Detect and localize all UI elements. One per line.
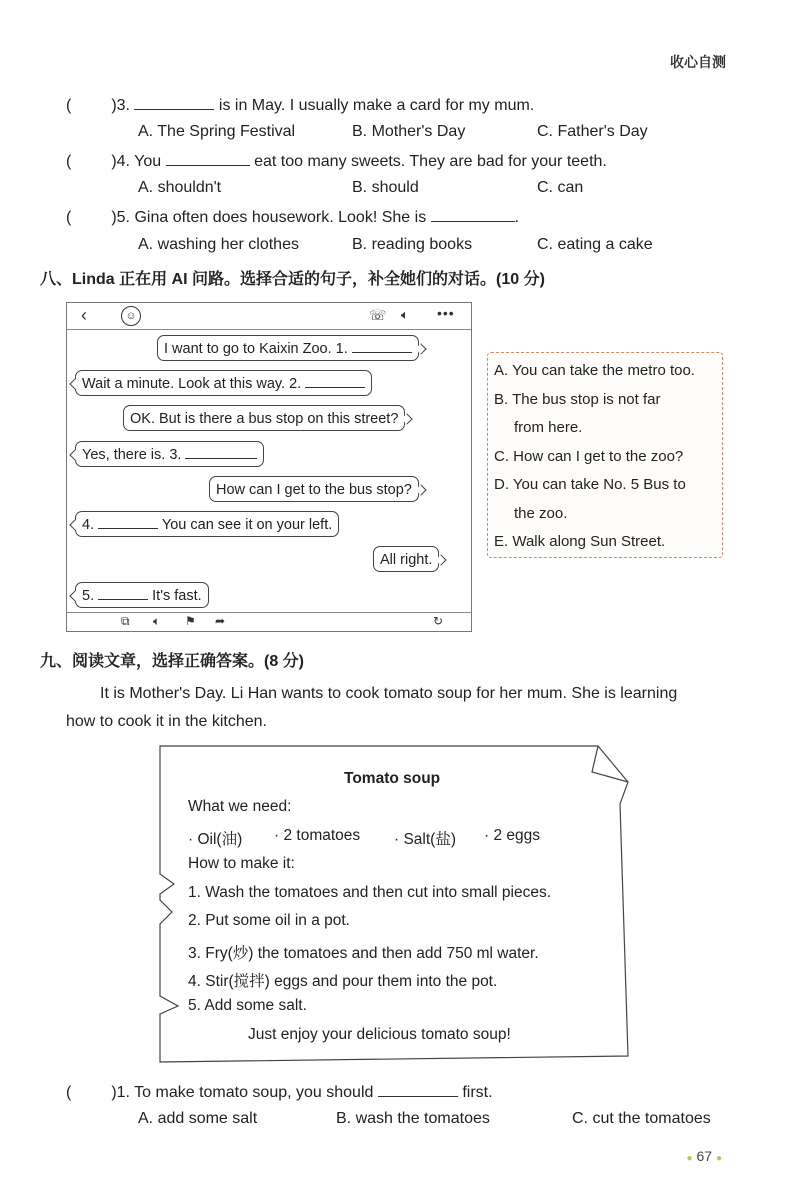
- ingredient-salt: · Salt(盐): [394, 831, 457, 848]
- answer-blank[interactable]: [352, 339, 412, 353]
- question-stem: eat too many sweets. They are bad for your teeth.: [254, 153, 607, 170]
- question-stem: Gina often does housework. Look! She is: [134, 209, 427, 226]
- options-box: [487, 352, 723, 558]
- passage-intro-line-1: It is Mother's Day. Li Han wants to cook tomato soup for her mum. She is learning: [100, 685, 678, 702]
- bubble-text: 5.: [82, 588, 95, 604]
- answer-paren-open: (: [66, 97, 72, 114]
- answer-blank[interactable]: [305, 374, 365, 388]
- question-number: 5.: [116, 209, 130, 226]
- answer-paren-close: ): [111, 209, 117, 226]
- option-a: A. add some salt: [138, 1110, 258, 1127]
- option-b: B. Mother's Day: [352, 123, 466, 140]
- answer-paren-close: ): [111, 97, 117, 114]
- option-a: A. You can take the metro too.: [494, 362, 695, 379]
- recipe-paper-outline: [158, 744, 630, 1064]
- section-8-title: 八、Linda 正在用 AI 问路。选择合适的句子，补全她们的对话。(10 分): [40, 271, 545, 288]
- bubble-text: OK. But is there a bus stop on this street?: [130, 411, 399, 427]
- reading-question-1: [66, 1082, 493, 1102]
- option-c: C. cut the tomatoes: [572, 1110, 711, 1127]
- recipe-need-heading: What we need:: [188, 798, 292, 815]
- recipe-closing: Just enjoy your delicious tomato soup!: [248, 1026, 511, 1043]
- speaker-icon[interactable]: 🔈︎: [401, 307, 409, 322]
- avatar-icon: ☺: [121, 306, 141, 326]
- question-stem: first.: [462, 1084, 493, 1101]
- chat-bubble-2: [75, 370, 372, 396]
- question-3: [66, 95, 534, 115]
- passage-intro-line-2: how to cook it in the kitchen.: [66, 713, 267, 730]
- recipe-step-5: 5. Add some salt.: [188, 997, 307, 1014]
- chat-bubble-4: [75, 441, 264, 467]
- option-d-cont: the zoo.: [514, 505, 568, 522]
- bubble-text: 4.: [82, 517, 95, 533]
- question-number: 1.: [116, 1084, 130, 1101]
- option-e: E. Walk along Sun Street.: [494, 533, 666, 550]
- option-a: A. The Spring Festival: [138, 123, 296, 140]
- decor-dot-icon: ●: [686, 1153, 693, 1164]
- chat-bubble-1: [157, 335, 419, 361]
- answer-blank[interactable]: [185, 445, 257, 459]
- option-b: B. should: [352, 179, 419, 196]
- refresh-icon[interactable]: ↻: [433, 614, 444, 628]
- option-b: B. reading books: [352, 236, 473, 253]
- recipe-step-1: 1. Wash the tomatoes and then cut into small pieces.: [188, 884, 552, 901]
- section-header: 收心自测: [670, 54, 726, 70]
- answer-blank[interactable]: [98, 515, 158, 529]
- answer-paren-close: ): [111, 153, 117, 170]
- answer-paren-open: (: [66, 153, 72, 170]
- answer-paren-close: ): [111, 1084, 117, 1101]
- chat-action-bar: [67, 612, 471, 631]
- chat-bubble-8: [75, 582, 209, 608]
- recipe-step-3: 3. Fry(炒) the tomatoes and then add 750 ml water.: [188, 945, 539, 962]
- bubble-text: How can I get to the bus stop?: [216, 482, 412, 498]
- ingredient-tomatoes: · 2 tomatoes: [274, 827, 361, 844]
- option-b-cont: from here.: [514, 419, 583, 436]
- question-number: 3.: [116, 97, 130, 114]
- phone-icon[interactable]: ☏: [369, 307, 387, 323]
- chat-bubble-5: [209, 476, 419, 502]
- bookmark-icon[interactable]: ⚑: [185, 614, 196, 628]
- recipe-step-4: 4. Stir(搅拌) eggs and pour them into the pot.: [188, 973, 498, 990]
- answer-paren-open: (: [66, 209, 72, 226]
- option-b: B. The bus stop is not far: [494, 391, 661, 408]
- question-4: [66, 151, 607, 171]
- chat-bubble-3: [123, 405, 405, 431]
- bubble-text: You can see it on your left.: [161, 517, 333, 533]
- option-c: C. Father's Day: [537, 123, 648, 140]
- bubble-text: I want to go to Kaixin Zoo. 1.: [164, 341, 348, 357]
- chat-bubble-7: [373, 546, 439, 572]
- answer-blank[interactable]: [166, 151, 250, 166]
- question-stem: is in May. I usually make a card for my mum.: [218, 97, 535, 114]
- option-a: A. shouldn't: [138, 179, 222, 196]
- speaker-icon[interactable]: 🔈︎: [153, 614, 161, 628]
- option-c: C. eating a cake: [537, 236, 653, 253]
- answer-blank[interactable]: [98, 586, 148, 600]
- bubble-text: Wait a minute. Look at this way. 2.: [82, 376, 302, 392]
- chat-bubble-6: [75, 511, 339, 537]
- ai-chat-window: [66, 302, 472, 632]
- recipe-title: Tomato soup: [344, 770, 441, 787]
- ingredient-oil: · Oil(油): [188, 831, 243, 848]
- answer-blank[interactable]: [378, 1082, 458, 1097]
- bubble-text: It's fast.: [152, 588, 202, 604]
- answer-blank[interactable]: [431, 207, 515, 222]
- chevron-left-icon[interactable]: ‹: [81, 305, 87, 325]
- answer-paren-open: (: [66, 1084, 72, 1101]
- option-b: B. wash the tomatoes: [336, 1110, 490, 1127]
- more-icon[interactable]: •••: [437, 305, 455, 321]
- bubble-text: All right.: [380, 552, 433, 568]
- recipe-step-2: 2. Put some oil in a pot.: [188, 912, 350, 929]
- option-c: C. How can I get to the zoo?: [494, 448, 684, 465]
- recipe-card: [158, 744, 630, 1064]
- option-d: D. You can take No. 5 Bus to: [494, 476, 686, 493]
- section-9-title: 九、阅读文章，选择正确答案。(8 分): [40, 653, 305, 670]
- page-number-text: 67: [696, 1148, 713, 1164]
- ingredient-eggs: · 2 eggs: [484, 827, 541, 844]
- option-a: A. washing her clothes: [138, 236, 299, 253]
- copy-icon[interactable]: ⧉: [121, 614, 130, 628]
- answer-blank[interactable]: [134, 95, 214, 110]
- share-icon[interactable]: ➦: [215, 614, 226, 628]
- recipe-how-heading: How to make it:: [188, 855, 295, 872]
- question-stem: To make tomato soup, you should: [134, 1084, 374, 1101]
- question-5: [66, 207, 519, 227]
- page-number: [687, 1148, 722, 1164]
- question-stem: .: [514, 209, 520, 226]
- chat-toolbar: [67, 303, 471, 330]
- decor-dot-icon: ●: [715, 1153, 722, 1164]
- question-number: 4.: [116, 153, 130, 170]
- bubble-text: Yes, there is. 3.: [82, 447, 182, 463]
- question-stem: You: [134, 153, 162, 170]
- option-c: C. can: [537, 179, 584, 196]
